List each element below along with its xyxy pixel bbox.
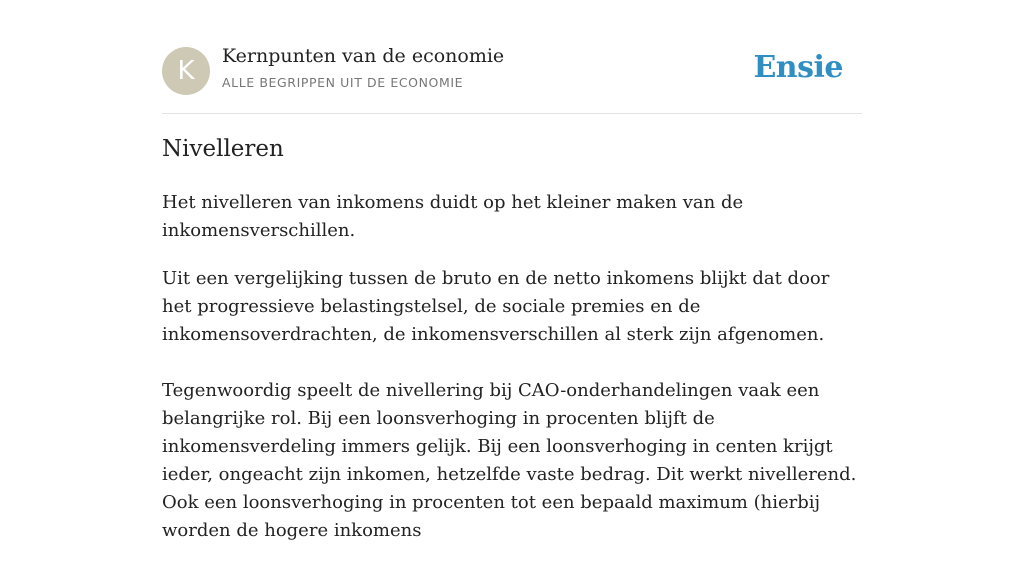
definition-text: Het nivelleren van inkomens duidt op het kleiner maken van de inkomensverschillen. [162,192,744,241]
page-container [162,0,862,541]
article-body [162,265,862,573]
source-subtitle: ALLE BEGRIPPEN UIT DE ECONOMIE [222,75,464,90]
header [162,0,862,114]
source-title-link[interactable]: Kernpunten van de economie [222,45,505,67]
avatar[interactable]: K [162,47,210,95]
page-title: Nivelleren [162,136,284,162]
body-paragraph-2: Tegenwoordig speelt de nivellering bij CAO-onderhandelingen vaak een belangrijke rol. Bij een loonsverhoging in procenten blijft de inkomensverdeling immers gelijk. Bij een loonsverhoging in centen krijgt ieder, ongeacht zijn inkomen, hetzelfde vaste bedrag. Dit werkt nivellerend. Ook een loonsverhoging in procenten tot een bepaald maximum (hierbij worden de hogere inkomens [162,380,857,541]
body-paragraph-1: Uit een vergelijking tussen de bruto en de netto inkomens blijkt dat door het progressieve belastingstelsel, de sociale premies en de inkomensoverdrachten, de inkomensverschillen al sterk zijn afgenomen. [162,268,830,345]
ensie-logo[interactable]: Ensie [753,50,843,85]
